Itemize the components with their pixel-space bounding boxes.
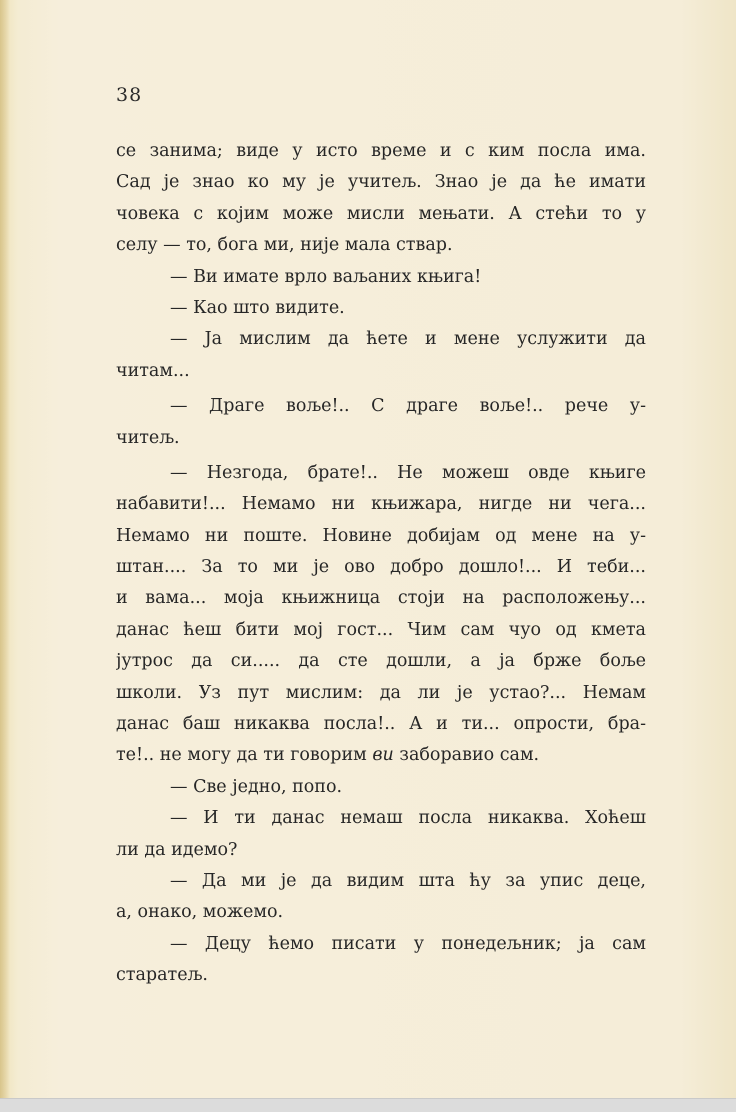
dialogue-line: — Драге воље!.. С драге воље!.. рече у- — [170, 396, 646, 417]
text-line: набавити!... Немамо ни књижара, нигде ни чега... — [116, 494, 646, 515]
text-line: се занима; виде у исто време и с ким посла има. — [116, 141, 646, 161]
text-line: штан.... За то ми је ово добро дошло!... И теби... — [116, 557, 646, 578]
text-line: јутрос да си..... да сте дошли, а ја брже боље — [116, 651, 646, 672]
text-line: школи. Уз пут мислим: да ли је устао?... Немам — [116, 682, 646, 703]
text-fragment: заборавио сам. — [399, 745, 540, 766]
text-line — [116, 740, 646, 771]
text-line: Сад је знао ко му је учитељ. Знао је да ће имати — [116, 172, 646, 193]
dialogue-line: — Децу ћемо писати у понедељник; ја сам — [170, 933, 646, 954]
text-line: Немамо ни поште. Новине добијам од мене на у- — [116, 525, 646, 546]
dialogue-line: — Све једно, попо. — [170, 776, 343, 797]
text-line: ли да идемо? — [116, 839, 238, 860]
page-spine-shadow — [0, 0, 10, 1112]
body-text — [116, 136, 646, 992]
page-number: 38 — [116, 84, 143, 106]
italic-word: ви — [372, 745, 394, 766]
text-fragment: те!.. не могу да ти говорим — [116, 745, 367, 766]
dialogue-line: — Ви имате врло ваљаних књига! — [170, 266, 482, 287]
text-line: читељ. — [116, 427, 180, 448]
text-line: а, онако, можемо. — [116, 902, 284, 923]
text-line: читам... — [116, 360, 190, 381]
dialogue-line: — Незгода, брате!.. Не можеш овде књиге — [170, 462, 646, 483]
bottom-scan-edge — [0, 1098, 736, 1112]
text-line: данас баш никаква посла!.. А и ти... опрости, бра- — [116, 714, 646, 735]
dialogue-line: — Ја мислим да ћете и мене услужити да — [170, 329, 646, 350]
text-line: старатељ. — [116, 965, 208, 986]
text-line: данас ћеш бити мој гост... Чим сам чуо од кмета — [116, 619, 646, 640]
text-line: и вама... моја књижница стоји на расположењу... — [116, 588, 646, 609]
text-line: човека с којим може мисли мењати. А стећи то у — [116, 203, 646, 224]
dialogue-line: — И ти данас немаш посла никаква. Хоћеш — [170, 808, 646, 829]
dialogue-line: — Да ми је да видим шта ћу за упис деце, — [170, 870, 646, 891]
text-line: селу — то, бога ми, није мала ствар. — [116, 235, 453, 256]
dialogue-line: — Као што видите. — [170, 297, 345, 318]
